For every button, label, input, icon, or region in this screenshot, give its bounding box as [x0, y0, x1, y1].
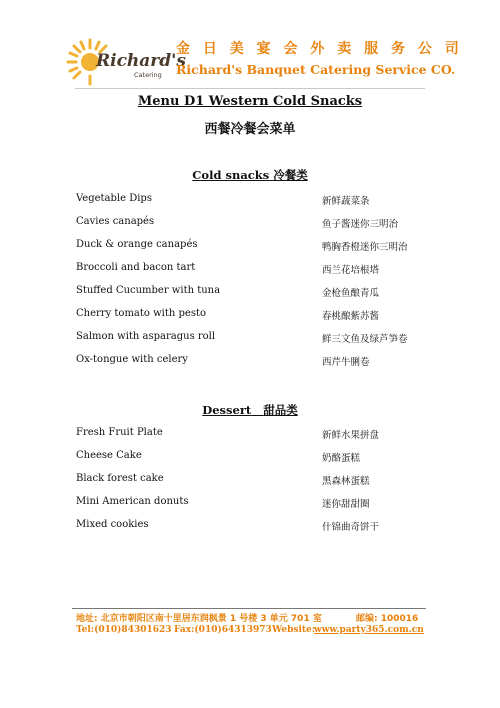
footer-website-label: Website: — [272, 625, 316, 635]
list-item — [76, 354, 426, 368]
footer-postcode: 邮编: 100016 — [356, 614, 419, 624]
item-name-cn: 迷你甜甜圈 — [322, 499, 370, 510]
section-heading-cn: 甜品类 — [263, 403, 298, 417]
item-name-en: Cavies canapés — [76, 216, 155, 227]
item-name-cn: 金枪鱼酿青瓜 — [322, 288, 380, 299]
section-heading-cn: 冷餐类 — [273, 168, 308, 182]
menu-subtitle: 西餐冷餐会菜单 — [204, 122, 296, 137]
item-name-en: Stuffed Cucumber with tuna — [76, 285, 221, 296]
footer-fax: Fax:(010)64313973 — [174, 625, 272, 635]
item-name-cn: 鱼子酱迷你三明治 — [322, 219, 399, 230]
list-item — [76, 473, 426, 487]
company-name-en: Richard's Banquet Catering Service CO. — [176, 62, 456, 77]
list-item — [76, 496, 426, 510]
list-item — [76, 239, 426, 253]
item-name-en: Fresh Fruit Plate — [76, 427, 163, 438]
item-name-cn: 奶酪蛋糕 — [322, 453, 361, 464]
item-name-cn: 新鲜水果拼盘 — [322, 430, 380, 441]
item-name-en: Duck & orange canapés — [76, 239, 198, 250]
footer-divider — [72, 608, 426, 609]
list-item — [76, 262, 426, 276]
list-item — [76, 216, 426, 230]
list-item — [76, 331, 426, 345]
footer-website-link[interactable]: www.party365.com.cn — [314, 625, 424, 635]
list-item — [76, 427, 426, 441]
item-name-cn: 西兰花培根塔 — [322, 265, 380, 276]
item-name-cn: 什锦曲奇饼干 — [322, 522, 380, 533]
item-name-en: Salmon with asparagus roll — [76, 331, 216, 342]
company-name-cn: 金 日 美 宴 会 外 卖 服 务 公 司 — [176, 41, 463, 57]
list-item — [76, 193, 426, 207]
item-name-en: Broccoli and bacon tart — [76, 262, 196, 273]
item-name-en: Ox-tongue with celery — [76, 354, 188, 365]
section-heading-en: Dessert — [202, 403, 252, 417]
item-name-en: Black forest cake — [76, 473, 164, 484]
item-name-cn: 新鲜蔬菜条 — [322, 196, 370, 207]
item-name-en: Cheese Cake — [76, 450, 142, 461]
list-item — [76, 519, 426, 533]
list-item — [76, 285, 426, 299]
item-name-cn: 春桃酿紫苏酱 — [322, 311, 380, 322]
header-divider — [75, 88, 425, 89]
item-name-en: Vegetable Dips — [76, 193, 152, 204]
section-heading-cold-snacks — [0, 167, 500, 183]
footer-address: 地址: 北京市朝阳区南十里居东润枫景 1 号楼 3 单元 701 室 — [76, 614, 322, 624]
section-heading-dessert — [0, 402, 500, 418]
list-item — [76, 450, 426, 464]
item-name-en: Cherry tomato with pesto — [76, 308, 206, 319]
richards-logo — [64, 36, 186, 86]
item-name-en: Mini American donuts — [76, 496, 189, 507]
item-name-cn: 鲜三文鱼及绿芦笋卷 — [322, 334, 408, 345]
item-name-en: Mixed cookies — [76, 519, 149, 530]
footer-address-line — [76, 611, 426, 624]
item-name-cn: 黑森林蛋糕 — [322, 476, 370, 487]
logo-subtext: Catering — [134, 71, 162, 79]
item-name-cn: 西芹牛脷卷 — [322, 357, 370, 368]
item-name-cn: 鸭胸香橙迷你三明治 — [322, 242, 408, 253]
menu-title: Menu D1 Western Cold Snacks — [137, 94, 363, 109]
footer-tel: Tel:(010)84301623 — [76, 625, 172, 635]
logo-wordmark: Richard's — [96, 51, 186, 71]
list-item — [76, 308, 426, 322]
section-heading-en: Cold snacks — [192, 168, 270, 182]
